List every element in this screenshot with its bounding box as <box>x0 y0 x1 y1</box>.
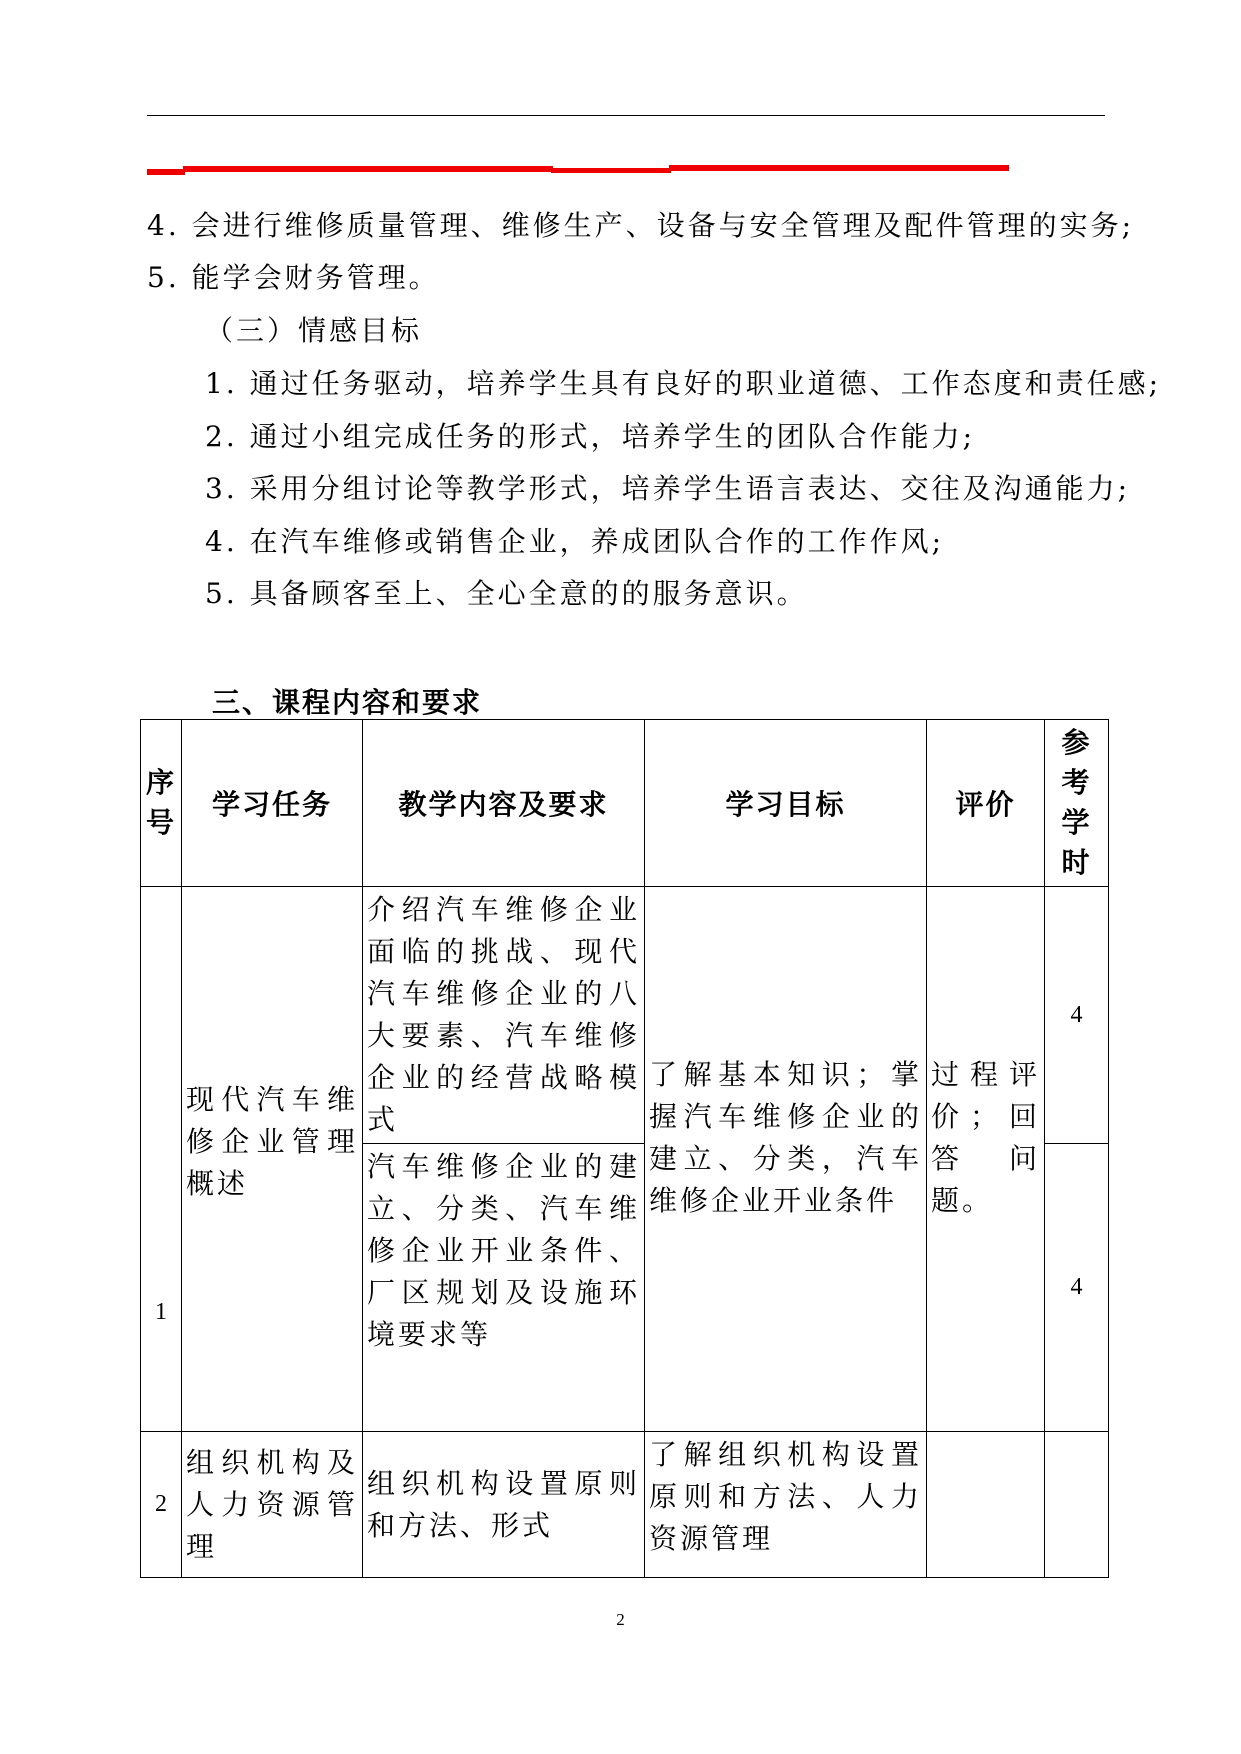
row2-hours <box>1045 1432 1109 1578</box>
body-line: 1. 通过任务驱动，培养学生具有良好的职业道德、工作态度和责任感; <box>205 367 1162 400</box>
red-rule-right <box>669 165 1009 171</box>
row1-goal: 了解基本知识；掌握汽车维修企业的建立、分类，汽车维修企业开业条件 <box>645 887 927 1432</box>
row2-content: 组织机构设置原则和方法、形式 <box>363 1432 645 1578</box>
section-title: 三、课程内容和要求 <box>212 686 483 719</box>
table-row <box>141 1432 1109 1578</box>
body-line: 3. 采用分组讨论等教学形式，培养学生语言表达、交往及沟通能力; <box>205 472 1131 505</box>
subheading: （三）情感目标 <box>205 314 423 347</box>
row1-content-b: 汽车维修企业的建立、分类、汽车维修企业开业条件、厂区规划及设施环境要求等 <box>363 1144 645 1432</box>
page-number: 2 <box>616 1610 625 1629</box>
red-rule-left <box>147 169 185 175</box>
body-line: 4. 在汽车维修或销售企业，养成团队合作的工作作风; <box>205 525 945 558</box>
body-line: 4. 会进行维修质量管理、维修生产、设备与安全管理及配件管理的实务; <box>147 209 1135 242</box>
row1-task: 现代汽车维修企业管理概述 <box>182 887 363 1432</box>
header-content: 教学内容及要求 <box>363 720 645 887</box>
body-line: 5. 具备顾客至上、全心全意的的服务意识。 <box>205 577 808 610</box>
body-line: 2. 通过小组完成任务的形式，培养学生的团队合作能力; <box>205 420 976 453</box>
row2-eval <box>927 1432 1045 1578</box>
row1-content-a: 介绍汽车维修企业面临的挑战、现代汽车维修企业的八大要素、汽车维修企业的经营战略模式 <box>363 887 645 1144</box>
body-line: 5. 能学会财务管理。 <box>147 261 440 294</box>
row1-hours-b: 4 <box>1045 1144 1109 1432</box>
row1-eval: 过程评价；回答问题。 <box>927 887 1045 1432</box>
header-goal: 学习目标 <box>645 720 927 887</box>
row2-seq: 2 <box>141 1432 182 1578</box>
header-eval: 评价 <box>927 720 1045 887</box>
red-rule-main <box>183 166 553 172</box>
table-header-row <box>141 720 1109 887</box>
row1-hours-a: 4 <box>1045 887 1109 1144</box>
row2-task: 组织机构及人力资源管理 <box>182 1432 363 1578</box>
header-seq: 序号 <box>141 720 182 887</box>
header-task: 学习任务 <box>182 720 363 887</box>
row1-seq: 1 <box>141 887 182 1432</box>
table-row <box>141 887 1109 1144</box>
header-rule <box>147 115 1105 116</box>
red-rule-mid <box>551 168 671 173</box>
header-hours: 参考学时 <box>1045 720 1109 887</box>
course-table <box>140 719 1109 1578</box>
row2-goal: 了解组织机构设置原则和方法、人力资源管理 <box>645 1432 927 1578</box>
